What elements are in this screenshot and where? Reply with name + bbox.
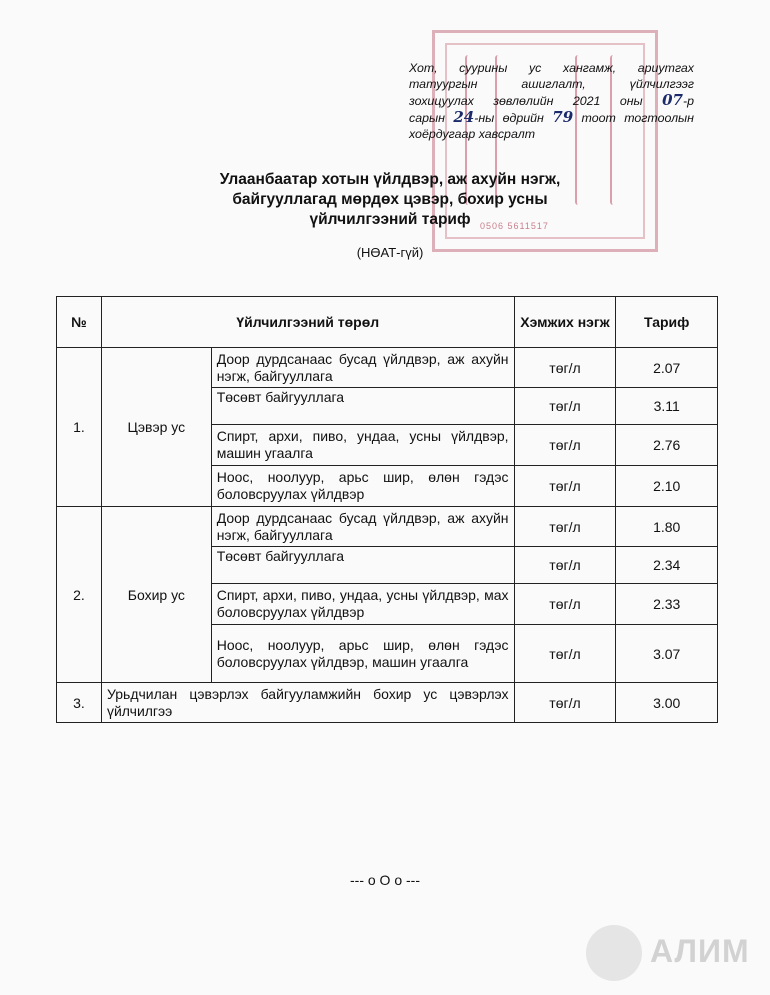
end-of-document-marker: --- o O o --- [350, 872, 420, 888]
unit-cell: төг/л [514, 547, 616, 584]
unit-cell: төг/л [514, 625, 616, 683]
rate-cell: 3.07 [616, 625, 718, 683]
group-number: 1. [57, 348, 102, 507]
document-title: Улаанбаатар хотын үйлдвэр, аж ахуйн нэгж, байгууллагад мөрдөх цэвэр, бохир усны үйлчилгээний тариф [219, 171, 561, 228]
service-description: Доор дурдсанаас бусад үйлдвэр, аж ахуйн нэгж, байгууллага [211, 507, 514, 547]
service-description: Ноос, ноолуур, арьс шир, өлөн гэдэс боловсруулах үйлдвэр [211, 466, 514, 507]
rate-cell: 3.00 [616, 683, 718, 723]
unit-cell: төг/л [514, 466, 616, 507]
table-row [57, 348, 718, 388]
handwritten-day: 24 [453, 108, 475, 126]
rate-cell: 2.34 [616, 547, 718, 584]
rate-cell: 3.11 [616, 388, 718, 425]
unit-cell: төг/л [514, 388, 616, 425]
header-number: № [57, 297, 102, 348]
service-description: Урьдчилан цэвэрлэх байгууламжийн бохир ус цэвэрлэх үйлчилгээ [101, 683, 514, 723]
stamp-number: 0506 5611517 [480, 221, 549, 231]
rate-cell: 2.33 [616, 584, 718, 625]
service-description: Спирт, архи, пиво, ундаа, усны үйлдвэр, машин угаалга [211, 425, 514, 466]
group-number: 3. [57, 683, 102, 723]
table-header-row [57, 297, 718, 348]
rate-cell: 2.07 [616, 348, 718, 388]
rate-cell: 2.10 [616, 466, 718, 507]
header-service-type: Үйлчилгээний төрөл [101, 297, 514, 348]
group-type: Бохир ус [101, 507, 211, 683]
header-unit: Хэмжих нэгж [514, 297, 616, 348]
unit-cell: төг/л [514, 507, 616, 547]
unit-cell: төг/л [514, 348, 616, 388]
rate-cell: 1.80 [616, 507, 718, 547]
table-row [57, 683, 718, 723]
group-type: Цэвэр ус [101, 348, 211, 507]
unit-cell: төг/л [514, 425, 616, 466]
unit-cell: төг/л [514, 683, 616, 723]
header-rate: Тариф [616, 297, 718, 348]
service-description: Төсөвт байгууллага [211, 388, 514, 425]
service-description: Ноос, ноолуур, арьс шир, өлөн гэдэс боловсруулах үйлдвэр, машин угаалга [211, 625, 514, 683]
tariff-table [56, 296, 718, 723]
unit-cell: төг/л [514, 584, 616, 625]
table-row [57, 507, 718, 547]
service-description: Төсөвт байгууллага [211, 547, 514, 584]
watermark-text: АЛИМ [650, 933, 750, 969]
vat-note: (НӨАТ-гүй) [356, 245, 424, 260]
group-number: 2. [57, 507, 102, 683]
apple-logo-icon [586, 925, 642, 981]
service-description: Доор дурдсанаас бусад үйлдвэр, аж ахуйн нэгж, байгууллага [211, 348, 514, 388]
annex-reference-note: Хот, суурины ус хангамж, ариутгах татуургын ашиглалт, үйлчилгээг зохицуулах зөвлөлийн 2021 оны 07-р сарын 24-ны өдрийн 79 тоот тогтоолын хоёрдугаар хавсралт [409, 61, 694, 141]
handwritten-month: 07 [662, 91, 683, 109]
handwritten-resolution-number: 79 [552, 108, 574, 126]
service-description: Спирт, архи, пиво, ундаа, усны үйлдвэр, мах боловсруулах үйлдвэр [211, 584, 514, 625]
rate-cell: 2.76 [616, 425, 718, 466]
